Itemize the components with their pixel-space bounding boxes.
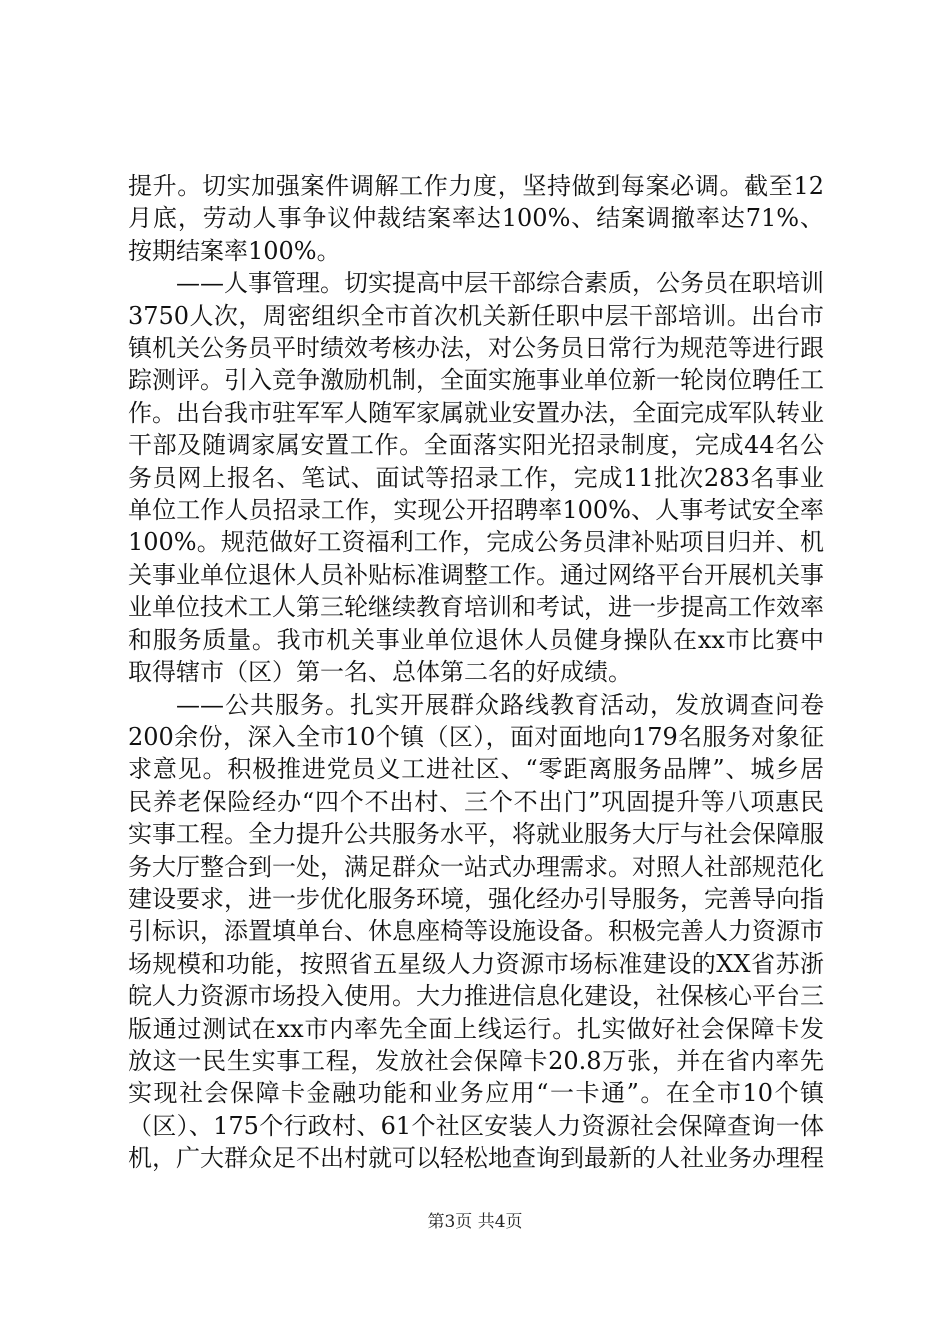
paragraph-continuation: 提升。切实加强案件调解工作力度，坚持做到每案必调。截至12月底，劳动人事争议仲裁结案率达100%、结案调撤率达71%、按期结案率100%。 [128, 172, 824, 265]
page-footer: 第3页 共4页 [427, 1212, 523, 1232]
paragraph-public-service: ——公共服务。扎实开展群众路线教育活动，发放调查问卷200余份，深入全市10个镇（区），面对面地向179名服务对象征求意见。积极推进党员义工进社区、“零距离服务品牌”、城乡居民养老保险经办“四个不出村、三个不出门”巩固提升等八项惠民实事工程。全力提升公共服务水平，将就业服务大厅与社会保障服务大厅整合到一处，满足群众一站式办理需求。对照人社部规范化建设要求，进一步优化服务环境，强化经办引导服务，完善导向指引标识，添置填单台、休息座椅等设施设备。积极完善人力资源市场规模和功能，按照省五星级人力资源市场标准建设的XX省苏浙皖人力资源市场投入使用。大力推进信息化建设，社保核心平台三版通过测试在xx市内率先全面上线运行。扎实做好社会保障卡发放这一民生实事工程，发放社会保障卡20.8万张，并在省内率先实现社会保障卡金融功能和业务应用“一卡通”。在全市10个镇（区）、175个行政村、61个社区安装人力资源社会保障查询一体机，广大群众足不出村就可以轻松地查询到最新的人社业务办理程 [128, 690, 824, 1173]
document-body [128, 170, 824, 1175]
paragraph-personnel-management: ——人事管理。切实提高中层干部综合素质，公务员在职培训3750人次，周密组织全市首次机关新任职中层干部培训。出台市镇机关公务员平时绩效考核办法，对公务员日常行为规范等进行跟踪测评。引入竞争激励机制，全面实施事业单位新一轮岗位聘任工作。出台我市驻军军人随军家属就业安置办法，全面完成军队转业干部及随调家属安置工作。全面落实阳光招录制度，完成44名公务员网上报名、笔试、面试等招录工作，完成11批次283名事业单位工作人员招录工作，实现公开招聘率100%、人事考试安全率100%。规范做好工资福利工作，完成公务员津补贴项目归并、机关事业单位退休人员补贴标准调整工作。通过网络平台开展机关事业单位技术工人第三轮继续教育培训和考试，进一步提高工作效率和服务质量。我市机关事业单位退休人员健身操队在xx市比赛中取得辖市（区）第一名、总体第二名的好成绩。 [128, 269, 824, 687]
